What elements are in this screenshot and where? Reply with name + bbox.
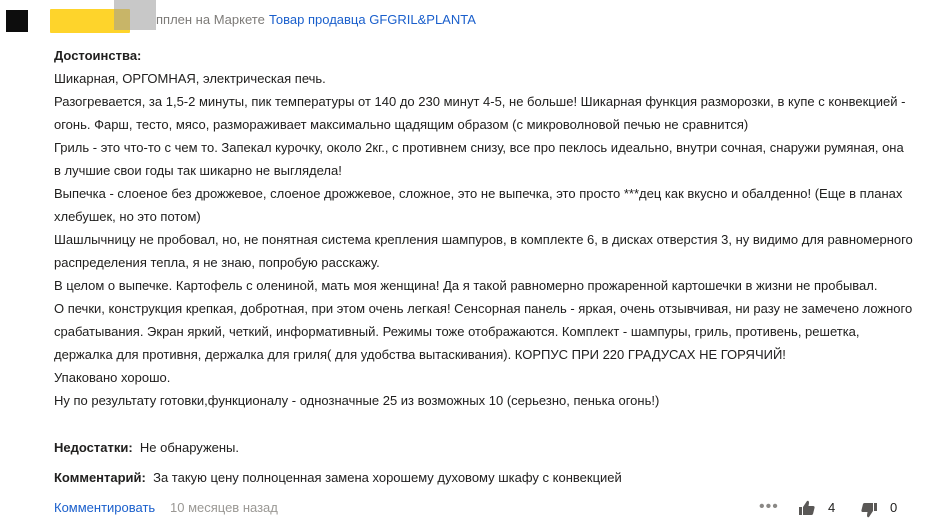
pros-title: Достоинства:: [54, 48, 142, 63]
pros-text: [54, 67, 914, 412]
time-ago: 10 месяцев назад: [170, 500, 278, 515]
pros-line: Выпечка - слоеное без дрожжевое, слоеное дрожжевое, сложное, это не выпечка, это просто ***дец как вкусно и обалденно! (Еще в планах хлебушек, но это потом): [54, 186, 903, 224]
review-body: [54, 44, 914, 485]
dislike-count: 0: [890, 500, 898, 515]
pros-line: О печки, конструкция крепкая, добротная, при этом очень легкая! Сенсорная панель - яркая, очень отзывчивая, ни разу не замечено ложного срабатывания. Экран яркий, четкий, информативный. Режимы тоже отображаются. Комплект - шампуры, гриль, противень, решетка, держалка для противня, держалка для гриля( для удобства вытаскивания). КОРПУС ПРИ 220 ГРАДУСАХ НЕ ГОРЯЧИЙ!: [54, 301, 913, 362]
cons-row: [54, 436, 239, 459]
thumbs-down-icon[interactable]: [861, 502, 877, 518]
seller-link[interactable]: Товар продавца GFGRIL&PLANTA: [269, 12, 476, 27]
pros-line: В целом о выпечке. Картофель с олениной, мать моя женщина! Да я такой равномерно прожаренной картошечки в жизни не пробывал.: [54, 278, 878, 293]
avatar-black: [6, 10, 28, 32]
more-options-icon[interactable]: •••: [759, 498, 779, 515]
review-header: [0, 0, 944, 40]
like-count: 4: [828, 500, 836, 515]
comment-text: За такую цену полноценная замена хорошему духовому шкафу с конвекцией: [153, 470, 622, 485]
pros-line: Шашлычницу не пробовал, но, не понятная система крепления шампуров, в комплекте 6, в дисках отверстия 3, ну видимо для равномерного распределения тепла, я не знаю, попробую расскажу.: [54, 232, 913, 270]
pros-line: Упаковано хорошо.: [54, 370, 171, 385]
avatar-grey-overlay: [114, 0, 156, 30]
thumbs-up-icon[interactable]: [799, 500, 815, 516]
comment-row: [54, 466, 622, 489]
comment-button[interactable]: Комментировать: [54, 500, 156, 515]
pros-line: Разогревается, за 1,5-2 минуты, пик температуры от 140 до 230 минут 4-5, не больше! Шикарная функция разморозки, в купе с конвекцией - огонь. Фарш, тесто, мясо, размораживает максимально щадящим образом (с микроволновой печью не сравнится): [54, 94, 906, 132]
cons-title: Недостатки:: [54, 440, 133, 455]
pros-line: Шикарная, ОРГОМНАЯ, электрическая печь.: [54, 71, 326, 86]
pros-line: Гриль - это что-то с чем то. Запекал курочку, около 2кг., с противнем снизу, все про пеклось идеально, внутри сочная, снаружи румяная, она в лучшие свои годы так шикарно не выглядела!: [54, 140, 904, 178]
pros-line: Ну по результату готовки,функционалу - однозначные 25 из возможных 10 (серьезно, пенька огонь!): [54, 393, 660, 408]
comment-title: Комментарий:: [54, 470, 146, 485]
purchase-note: пплен на Маркете: [156, 12, 265, 27]
review-footer: [54, 500, 914, 520]
cons-text: Не обнаружены.: [139, 440, 240, 455]
